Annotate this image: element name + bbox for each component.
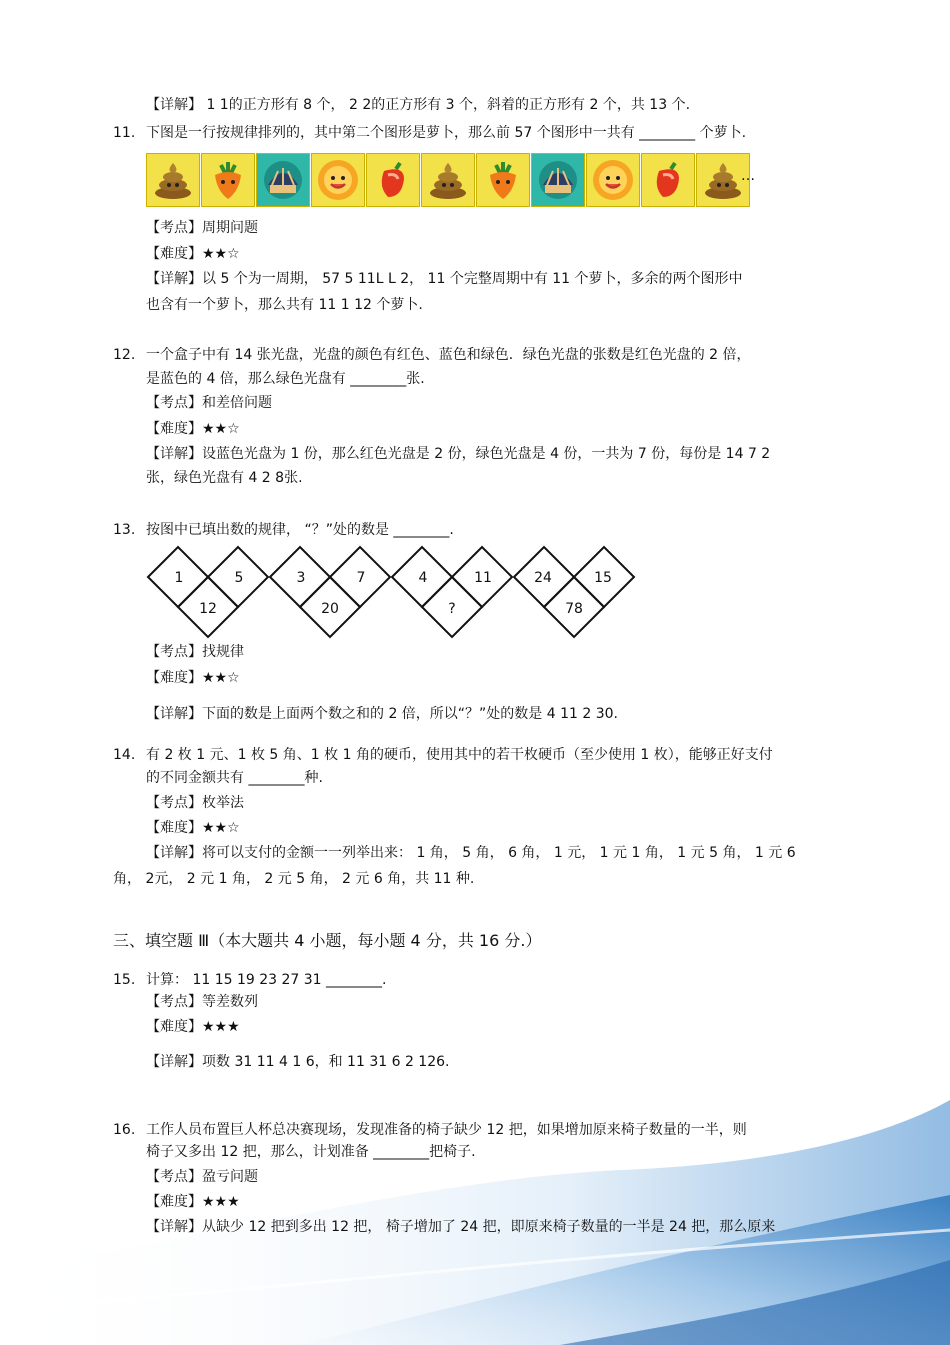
diamond-top-3: 3 [296,570,306,586]
carrot-icon [201,153,255,207]
q14-nandu: 【难度】★★☆ [146,820,240,836]
q15-detail: 【详解】项数 31 11 4 1 6，和 11 31 6 2 126. [146,1054,450,1070]
q15-nandu: 【难度】★★★ [146,1019,240,1035]
q13-text: 按图中已填出数的规律， “？”处的数是 ________. [146,522,454,538]
diamond-bottom-2: 20 [321,601,339,617]
pepper-icon [641,153,695,207]
pepper-icon [366,153,420,207]
q14-text-2: 的不同金额共有 ________种. [146,770,323,786]
q13-detail: 【详解】下面的数是上面两个数之和的 2 倍，所以“？”处的数是 4 11 2 30. [146,706,619,722]
q16-number: 16. [113,1122,136,1138]
q12-detail-1: 【详解】设蓝色光盘为 1 份，那么红色光盘是 2 份，绿色光盘是 4 份，一共为 7 份，每份是 14 7 2 [146,446,771,462]
diamond-top-5: 4 [418,570,428,586]
sun-icon [586,153,640,207]
diamond-top-8: 15 [594,570,612,586]
diamond-top-1: 1 [174,570,184,586]
q14-number: 14. [113,747,136,763]
q13-nandu: 【难度】★★☆ [146,670,240,686]
q11-nandu: 【难度】★★☆ [146,246,240,262]
diamond-top-4: 7 [356,570,366,586]
q11-detail-1: 【详解】以 5 个为一周期， 57 5 11L L 2， 11 个完整周期中有 11 个萝卜，多余的两个图形中 [146,271,743,287]
q16-kaodian: 【考点】盈亏问题 [146,1169,258,1185]
q15-text: 计算： 11 15 19 23 27 31 ________. [146,972,387,988]
poop-icon [421,153,475,207]
q16-text-1: 工作人员布置巨人杯总决赛现场，发现准备的椅子缺少 12 把，如果增加原来椅子数量的一半，则 [146,1122,747,1138]
q16-text-2: 椅子又多出 12 把，那么，计划准备 ________把椅子. [146,1144,476,1160]
q13-diamond-figure [146,545,638,639]
q12-text-1: 一个盒子中有 14 张光盘，光盘的颜色有红色、蓝色和绿色．绿色光盘的张数是红色光盘的 2 倍， [146,347,751,363]
q14-text-1: 有 2 枚 1 元、1 枚 5 角、1 枚 1 角的硬币，使用其中的若干枚硬币（至少使用 1 枚），能够正好支付 [146,747,773,763]
q12-nandu: 【难度】★★☆ [146,421,240,437]
q15-number: 15. [113,972,136,988]
q12-detail-2: 张，绿色光盘有 4 2 8张. [146,470,303,486]
q11-ellipsis: … [741,168,755,184]
q12-kaodian: 【考点】和差倍问题 [146,395,272,411]
diamond-top-7: 24 [534,570,552,586]
q15-kaodian: 【考点】等差数列 [146,994,258,1010]
shell-icon [531,153,585,207]
shell-icon [256,153,310,207]
q11-number: 11. [113,125,136,141]
diamond-bottom-4: 78 [565,601,583,617]
q13-number: 13. [113,522,136,538]
q16-nandu: 【难度】★★★ [146,1194,240,1210]
diamond-bottom-3: ? [448,601,456,617]
q16-detail: 【详解】从缺少 12 把到多出 12 把， 椅子增加了 24 把，即原来椅子数量的一半是 24 把，那么原来 [146,1219,776,1235]
q14-kaodian: 【考点】枚举法 [146,795,244,811]
poop-icon [146,153,200,207]
q12-number: 12. [113,347,136,363]
section-3-heading: 三、填空题 Ⅲ（本大题共 4 小题，每小题 4 分，共 16 分.） [113,931,542,950]
sun-icon [311,153,365,207]
q11-detail-2: 也含有一个萝卜，那么共有 11 1 12 个萝卜. [146,297,423,313]
q14-detail-1: 【详解】将可以支付的金额一一列举出来： 1 角， 5 角， 6 角， 1 元， 1 元 1 角， 1 元 5 角， 1 元 6 [146,845,796,861]
carrot-icon [476,153,530,207]
diamond-top-6: 11 [474,570,492,586]
q13-kaodian: 【考点】找规律 [146,644,244,660]
q11-kaodian: 【考点】周期问题 [146,220,258,236]
q14-detail-2: 角， 2元， 2 元 1 角， 2 元 5 角， 2 元 6 角，共 11 种. [113,871,475,887]
diamond-bottom-1: 12 [199,601,217,617]
q12-text-2: 是蓝色的 4 倍，那么绿色光盘有 ________张. [146,371,425,387]
prev-detail: 【详解】 1 1的正方形有 8 个， 2 2的正方形有 3 个，斜着的正方形有 2 个，共 13 个. [146,97,691,113]
q11-figure-row [146,153,751,207]
diamond-top-2: 5 [234,570,244,586]
q11-text: 下图是一行按规律排列的，其中第二个图形是萝卜，那么前 57 个图形中一共有 ________ 个萝卜. [146,125,747,141]
